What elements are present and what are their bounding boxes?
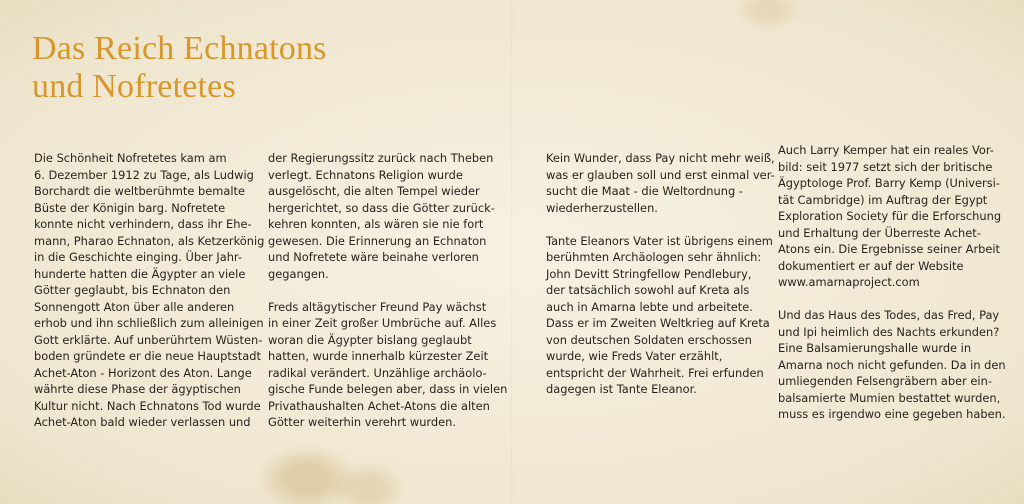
title-line-1: Das Reich Echnatons (32, 30, 327, 67)
text-line: tät Cambridge) im Auftrag der Egypt (778, 192, 988, 207)
text-line: radikal verändert. Unzählige archäolo- (268, 365, 487, 380)
text-line: und Ipi heimlich des Nachts erkunden? (778, 324, 1000, 339)
text-line: von deutschen Soldaten erschossen (546, 332, 752, 347)
text-line: Ägyptologe Prof. Barry Kemp (Universi- (778, 176, 1000, 190)
text-line: Und das Haus des Todes, das Fred, Pay (778, 308, 1000, 322)
text-line: kehren konnten, als wären sie nie fort (268, 217, 484, 231)
text-column-2 (268, 150, 508, 447)
text-line: Dass er im Zweiten Weltkrieg auf Kreta (546, 316, 770, 330)
text-line: auch in Amarna lebte und arbeitete. (546, 299, 753, 314)
text-line: Tante Eleanors Vater ist übrigens einem (546, 233, 773, 248)
text-line: boden gründete er die neue Hauptstadt (34, 349, 261, 363)
text-line: hatten, wurde innerhalb kürzester Zeit (268, 349, 489, 363)
text-line: währte diese Phase der ägyptischen (34, 382, 241, 396)
text-column-4 (778, 142, 1008, 439)
text-line: umliegenden Felsengräbern aber ein- (778, 374, 992, 388)
text-line: Büste der Königin barg. Nofretete (34, 200, 226, 215)
text-line: Kein Wunder, dass Pay nicht mehr weiß, (546, 151, 775, 165)
text-line: Sonnengott Aton über alle anderen (34, 299, 235, 314)
paragraph (546, 150, 776, 216)
text-line: bild: seit 1977 setzt sich der britische (778, 159, 993, 174)
page-spine (511, 0, 513, 504)
text-line: Achet-Aton bald wieder verlassen und (34, 415, 251, 429)
text-line: mann, Pharao Echnaton, als Ketzerkönig (34, 233, 265, 248)
paragraph (268, 150, 498, 282)
text-line: gegangen. (268, 266, 329, 281)
text-line: wiederherzustellen. (546, 200, 658, 215)
text-line: Eine Balsamierungshalle wurde in (778, 341, 972, 355)
text-line: Götter weiterhin verehrt wurden. (268, 415, 456, 429)
text-line: Privathaushalten Achet-Atons die alten (268, 398, 490, 413)
text-line: in die Geschichte einging. Über Jahr- (34, 250, 243, 264)
title-line-2: und Nofretetes (32, 68, 236, 105)
paragraph (778, 307, 1008, 423)
text-line: Götter geglaubt, bis Echnaton den (34, 283, 231, 297)
text-line: woran die Ägypter bislang geglaubt (268, 332, 472, 347)
paragraph (34, 150, 264, 431)
text-line: Auch Larry Kemper hat ein reales Vor- (778, 143, 994, 157)
text-line: entspricht der Wahrheit. Frei erfunden (546, 365, 764, 380)
text-line: wurde, wie Freds Vater erzählt, (546, 349, 723, 363)
text-line: Borchardt die weltberühmte bemalte (34, 184, 245, 198)
text-line: und Erhaltung der Überreste Achet- (778, 225, 981, 240)
text-line: hergerichtet, so dass die Götter zurück- (268, 200, 495, 215)
text-line: ausgelöscht, die alten Tempel wieder (268, 184, 480, 198)
paragraph (268, 299, 508, 431)
text-line: Kultur nicht. Nach Echnatons Tod wurde (34, 398, 261, 413)
text-line: der Regierungssitz zurück nach Theben (268, 151, 494, 165)
text-line: dagegen ist Tante Eleanor. (546, 382, 697, 396)
text-line: hunderte hatten die Ägypter an viele (34, 266, 246, 281)
text-line: John Devitt Stringfellow Pendlebury, (546, 266, 752, 281)
text-line: gewesen. Die Erinnerung an Echnaton (268, 233, 487, 248)
text-line: Atons ein. Die Ergebnisse seiner Arbeit (778, 242, 1001, 256)
text-line: verlegt. Echnatons Religion wurde (268, 167, 463, 182)
text-line: was er glauben soll und erst einmal ver- (546, 167, 775, 182)
text-line: 6. Dezember 1912 zu Tage, als Ludwig (34, 167, 254, 182)
text-line: erhob und ihn schließlich zum alleinigen (34, 316, 264, 330)
paragraph (778, 142, 1008, 291)
text-line: Freds altägytischer Freund Pay wächst (268, 299, 487, 314)
text-line: Exploration Society für die Erforschung (778, 209, 1002, 223)
text-line: muss es irgendwo eine gegeben haben. (778, 407, 1006, 421)
text-line: der tatsächlich sowohl auf Kreta als (546, 283, 750, 297)
text-line: und Nofretete wäre beinahe verloren (268, 250, 479, 264)
text-line: Amarna noch nicht gefunden. Da in den (778, 357, 1006, 372)
text-line: dokumentiert er auf der Website (778, 258, 964, 273)
text-column-1 (34, 150, 264, 447)
text-line: Die Schönheit Nofretetes kam am (34, 151, 227, 165)
text-column-3 (546, 150, 776, 414)
text-line: balsamierte Mumien bestattet wurden, (778, 390, 1001, 405)
text-line: Achet-Aton - Horizont des Aton. Lange (34, 365, 252, 380)
text-line: berühmten Archäologen sehr ähnlich: (546, 250, 762, 264)
paragraph (546, 233, 776, 398)
text-line: Gott erklärte. Auf unberührtem Wüsten- (34, 332, 263, 347)
page-title (32, 30, 327, 106)
text-line: konnte nicht verhindern, dass ihr Ehe- (34, 217, 252, 231)
text-line: gische Funde belegen aber, dass in vielen (268, 382, 508, 396)
text-line: in einer Zeit großer Umbrüche auf. Alles (268, 316, 497, 330)
text-line: www.amarnaproject.com (778, 275, 920, 289)
text-line: sucht die Maat - die Weltordnung - (546, 184, 743, 198)
